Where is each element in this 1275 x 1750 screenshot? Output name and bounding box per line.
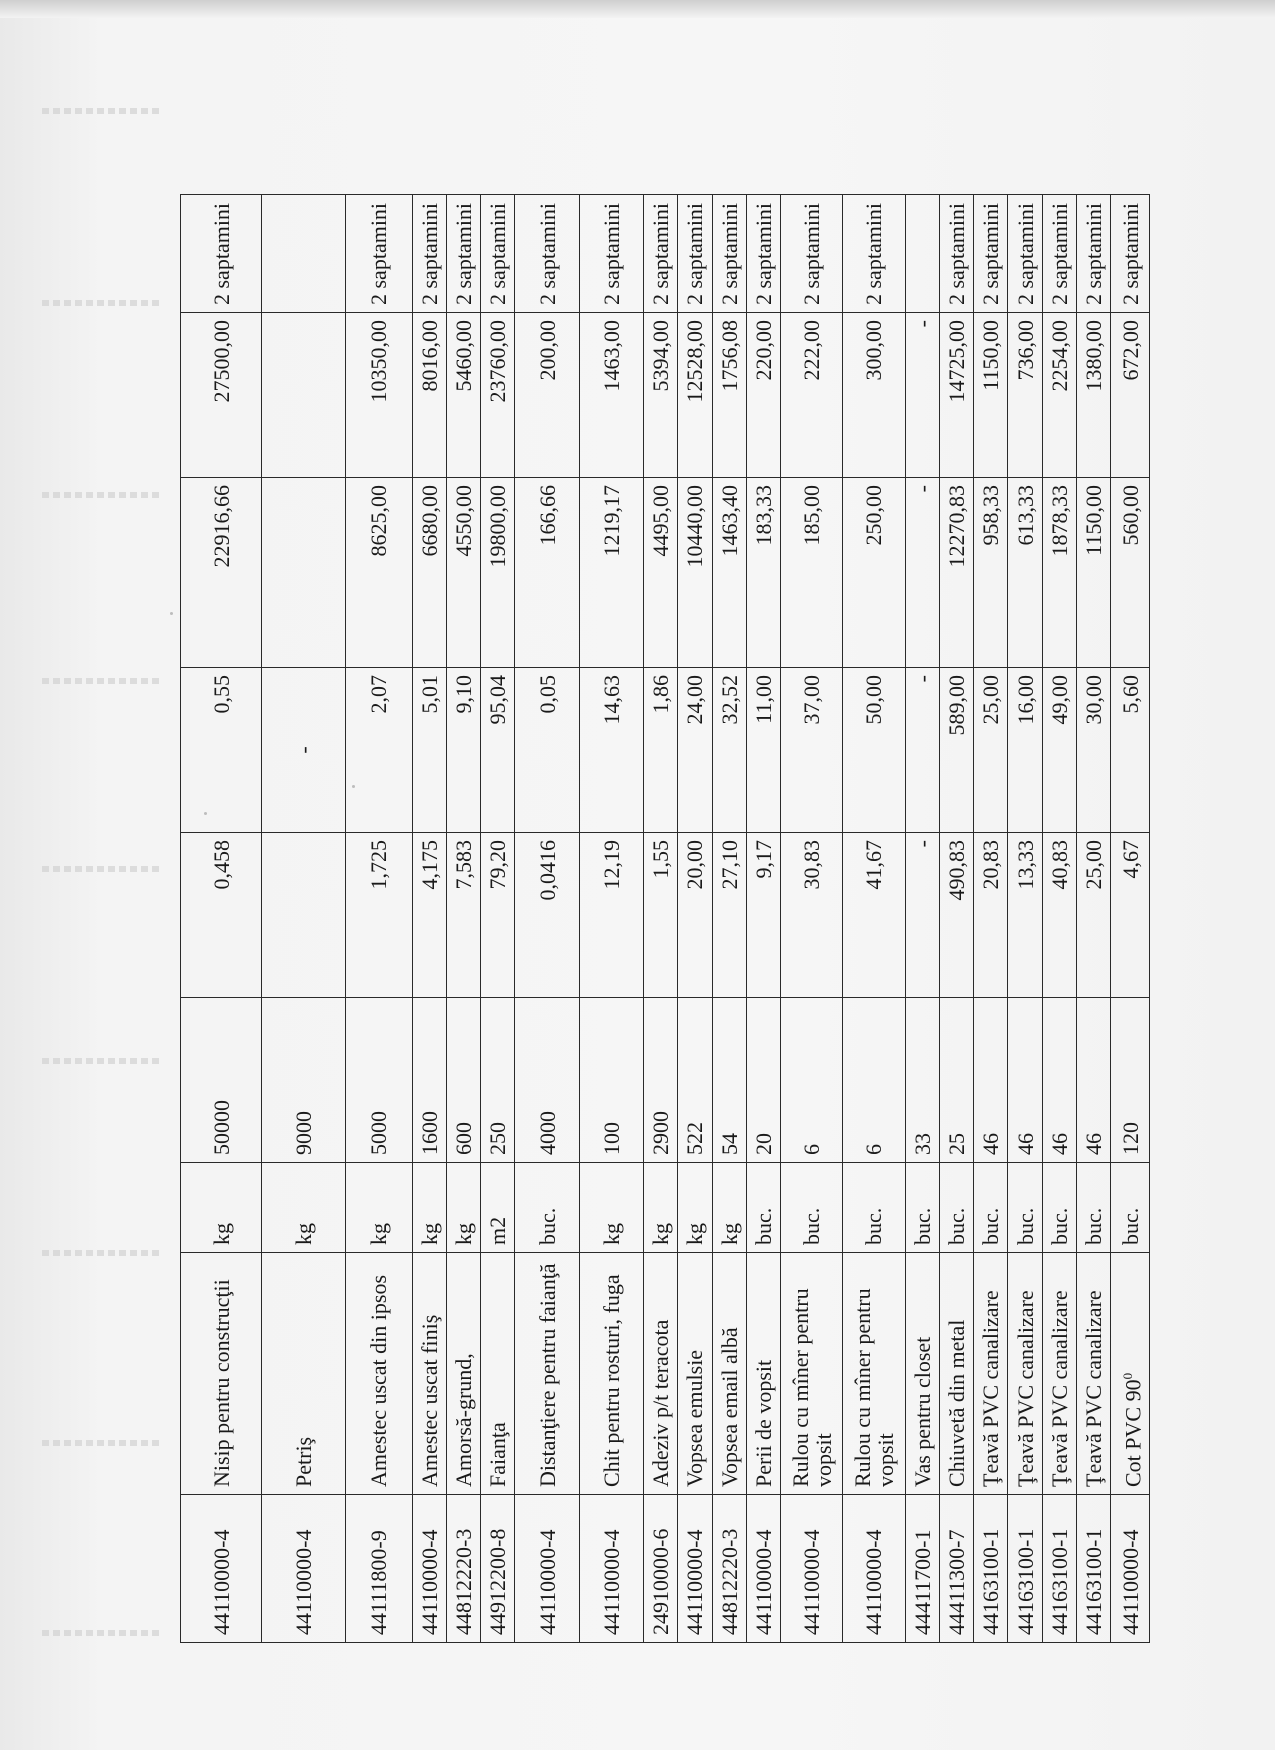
total-vat-cell: 220,00 <box>746 313 780 478</box>
quantity-cell: 120 <box>1111 998 1150 1163</box>
cpv-code-cell: 44411300-7 <box>939 1495 973 1643</box>
table-row <box>781 195 843 1643</box>
quantity-cell: 46 <box>1042 998 1076 1163</box>
total-cell: 1219,17 <box>579 478 643 668</box>
rotated-table-wrapper <box>180 195 1150 1643</box>
item-name-cell: Amorsă-grund, <box>446 1253 480 1495</box>
item-name-cell: Rulou cu mîner pentru vopsit <box>781 1253 843 1495</box>
cpv-code-cell: 44163100-1 <box>1008 1495 1042 1643</box>
unit-price-vat-cell: 16,00 <box>1008 668 1042 833</box>
quantity-cell: 50000 <box>181 998 262 1163</box>
unit-cell: kg <box>712 1163 746 1253</box>
cpv-code-cell: 44110000-4 <box>781 1495 843 1643</box>
total-cell: 12270,83 <box>939 478 973 668</box>
total-cell: 958,33 <box>974 478 1008 668</box>
cpv-code-cell: 44163100-1 <box>974 1495 1008 1643</box>
unit-cell: kg <box>346 1163 412 1253</box>
table-row <box>644 195 678 1643</box>
table-row <box>481 195 515 1643</box>
cpv-code-cell: 44110000-4 <box>515 1495 579 1643</box>
total-cell: 22916,66 <box>181 478 262 668</box>
quantity-cell: 100 <box>579 998 643 1163</box>
unit-cell: kg <box>579 1163 643 1253</box>
total-vat-cell: 27500,00 <box>181 313 262 478</box>
scan-speck <box>170 612 173 615</box>
item-name-cell: Rulou cu mîner pentru vopsit <box>843 1253 905 1495</box>
scan-margin-mark <box>42 1250 162 1256</box>
delivery-term-cell: 2 saptamini <box>678 195 712 313</box>
total-vat-cell: 12528,00 <box>678 313 712 478</box>
delivery-term-cell: 2 saptamini <box>746 195 780 313</box>
unit-price-cell: 12,19 <box>579 833 643 998</box>
total-vat-cell: 222,00 <box>781 313 843 478</box>
delivery-term-cell: 2 saptamini <box>1042 195 1076 313</box>
unit-cell: kg <box>644 1163 678 1253</box>
total-vat-cell: 5394,00 <box>644 313 678 478</box>
unit-price-cell: 79,20 <box>481 833 515 998</box>
item-name-cell: Nisip pentru construcţii <box>181 1253 262 1495</box>
unit-price-cell: 0,0416 <box>515 833 579 998</box>
total-cell: 6680,00 <box>412 478 446 668</box>
total-cell: 1150,00 <box>1077 478 1111 668</box>
unit-price-vat-cell: 30,00 <box>1077 668 1111 833</box>
total-vat-cell: 1463,00 <box>579 313 643 478</box>
unit-price-vat-cell: 49,00 <box>1042 668 1076 833</box>
item-name-cell: Faianţa <box>481 1253 515 1495</box>
item-name-cell: Ţeavă PVC canalizare <box>974 1253 1008 1495</box>
cpv-code-cell: 44110000-4 <box>181 1495 262 1643</box>
unit-price-cell: 7,583 <box>446 833 480 998</box>
scan-margin-mark <box>42 1630 162 1636</box>
total-cell: 1878,33 <box>1042 478 1076 668</box>
cpv-code-cell: 44110000-4 <box>678 1495 712 1643</box>
total-vat-cell: 1756,08 <box>712 313 746 478</box>
total-vat-cell: - <box>905 313 939 478</box>
scan-margin-mark <box>42 492 162 498</box>
quantity-cell: 6 <box>781 998 843 1163</box>
table-row <box>515 195 579 1643</box>
table-row <box>262 195 346 1643</box>
superscript: 0 <box>1119 1372 1135 1380</box>
delivery-term-cell: 2 saptamini <box>1077 195 1111 313</box>
scan-margin-mark <box>42 678 162 684</box>
delivery-term-cell: 2 saptamini <box>781 195 843 313</box>
item-name-cell: Amestec uscat finiş <box>412 1253 446 1495</box>
delivery-term-cell: 2 saptamini <box>481 195 515 313</box>
cpv-code-cell: 44111800-9 <box>346 1495 412 1643</box>
unit-cell: buc. <box>905 1163 939 1253</box>
delivery-term-cell: 2 saptamini <box>1008 195 1042 313</box>
delivery-term-cell <box>905 195 939 313</box>
unit-price-vat-cell: 5,60 <box>1111 668 1150 833</box>
table-row <box>746 195 780 1643</box>
table-row <box>446 195 480 1643</box>
total-cell: 560,00 <box>1111 478 1150 668</box>
total-cell: 1463,40 <box>712 478 746 668</box>
total-cell: 250,00 <box>843 478 905 668</box>
cpv-code-cell: 44812220-3 <box>446 1495 480 1643</box>
unit-price-cell: 20,83 <box>974 833 1008 998</box>
table-row <box>412 195 446 1643</box>
unit-price-vat-cell: 32,52 <box>712 668 746 833</box>
unit-price-vat-cell: - <box>262 668 346 833</box>
total-cell: 166,66 <box>515 478 579 668</box>
unit-price-cell <box>262 833 346 998</box>
table-row <box>346 195 412 1643</box>
table-row <box>181 195 262 1643</box>
item-name-cell: Vopsea emulsie <box>678 1253 712 1495</box>
item-name-cell: Distanţiere pentru faianţă <box>515 1253 579 1495</box>
scan-margin-mark <box>42 300 162 306</box>
unit-price-vat-cell: 95,04 <box>481 668 515 833</box>
item-name-cell: Chit pentru rosturi, fuga <box>579 1253 643 1495</box>
unit-price-cell: 4,67 <box>1111 833 1150 998</box>
delivery-term-cell: 2 saptamini <box>181 195 262 313</box>
total-cell: 10440,00 <box>678 478 712 668</box>
item-name-cell: Petriş <box>262 1253 346 1495</box>
unit-cell: buc. <box>1077 1163 1111 1253</box>
delivery-term-cell: 2 saptamini <box>446 195 480 313</box>
scan-margin-mark <box>42 866 162 872</box>
delivery-term-cell: 2 saptamini <box>515 195 579 313</box>
unit-price-cell: 490,83 <box>939 833 973 998</box>
table-row <box>678 195 712 1643</box>
unit-price-cell: 41,67 <box>843 833 905 998</box>
total-vat-cell: 14725,00 <box>939 313 973 478</box>
unit-price-cell: 1,725 <box>346 833 412 998</box>
quantity-cell: 600 <box>446 998 480 1163</box>
total-vat-cell: 2254,00 <box>1042 313 1076 478</box>
delivery-term-cell: 2 saptamini <box>939 195 973 313</box>
unit-cell: buc. <box>843 1163 905 1253</box>
unit-price-vat-cell: 1,86 <box>644 668 678 833</box>
quantity-cell: 20 <box>746 998 780 1163</box>
table-row <box>974 195 1008 1643</box>
item-name-cell: Adeziv p/t teracota <box>644 1253 678 1495</box>
total-vat-cell: 300,00 <box>843 313 905 478</box>
unit-price-cell: 30,83 <box>781 833 843 998</box>
cpv-code-cell: 44110000-4 <box>412 1495 446 1643</box>
total-vat-cell: 200,00 <box>515 313 579 478</box>
quantity-cell: 5000 <box>346 998 412 1163</box>
total-vat-cell: 10350,00 <box>346 313 412 478</box>
quantity-cell: 522 <box>678 998 712 1163</box>
unit-price-vat-cell: 2,07 <box>346 668 412 833</box>
cpv-code-cell: 44110000-4 <box>579 1495 643 1643</box>
item-name-cell: Chiuvetă din metal <box>939 1253 973 1495</box>
unit-cell: buc. <box>1111 1163 1150 1253</box>
quantity-cell: 25 <box>939 998 973 1163</box>
cpv-code-cell: 44163100-1 <box>1077 1495 1111 1643</box>
unit-price-vat-cell: 0,55 <box>181 668 262 833</box>
cpv-code-cell: 44163100-1 <box>1042 1495 1076 1643</box>
delivery-term-cell: 2 saptamini <box>644 195 678 313</box>
unit-price-cell: 4,175 <box>412 833 446 998</box>
total-cell: 4495,00 <box>644 478 678 668</box>
unit-price-cell: 20,00 <box>678 833 712 998</box>
cpv-code-cell: 44411700-1 <box>905 1495 939 1643</box>
item-name-cell: Ţeavă PVC canalizare <box>1042 1253 1076 1495</box>
unit-price-vat-cell: 24,00 <box>678 668 712 833</box>
unit-cell: buc. <box>515 1163 579 1253</box>
total-cell: - <box>905 478 939 668</box>
total-cell <box>262 478 346 668</box>
unit-cell: buc. <box>939 1163 973 1253</box>
unit-price-vat-cell: 0,05 <box>515 668 579 833</box>
unit-price-vat-cell: 37,00 <box>781 668 843 833</box>
total-cell: 613,33 <box>1008 478 1042 668</box>
item-name-cell: Vopsea email albă <box>712 1253 746 1495</box>
item-name-cell: Amestec uscat din ipsos <box>346 1253 412 1495</box>
total-vat-cell: 8016,00 <box>412 313 446 478</box>
unit-price-vat-cell: 5,01 <box>412 668 446 833</box>
table-row <box>1042 195 1076 1643</box>
item-name-cell: Perii de vopsit <box>746 1253 780 1495</box>
delivery-term-cell: 2 saptamini <box>843 195 905 313</box>
quantity-cell: 46 <box>1008 998 1042 1163</box>
materials-price-table <box>180 194 1150 1643</box>
unit-price-vat-cell: 14,63 <box>579 668 643 833</box>
unit-price-cell: - <box>905 833 939 998</box>
table-row <box>939 195 973 1643</box>
total-vat-cell: 5460,00 <box>446 313 480 478</box>
cpv-code-cell: 24910000-6 <box>644 1495 678 1643</box>
item-name-cell: Ţeavă PVC canalizare <box>1008 1253 1042 1495</box>
scan-margin-mark <box>42 1058 162 1064</box>
unit-cell: kg <box>412 1163 446 1253</box>
unit-price-vat-cell: - <box>905 668 939 833</box>
total-vat-cell: 1380,00 <box>1077 313 1111 478</box>
unit-price-vat-cell: 9,10 <box>446 668 480 833</box>
table-body <box>181 195 1150 1643</box>
delivery-term-cell <box>262 195 346 313</box>
unit-price-cell: 25,00 <box>1077 833 1111 998</box>
cpv-code-cell: 44812220-3 <box>712 1495 746 1643</box>
total-cell: 185,00 <box>781 478 843 668</box>
unit-price-vat-cell: 25,00 <box>974 668 1008 833</box>
total-vat-cell: 23760,00 <box>481 313 515 478</box>
delivery-term-cell: 2 saptamini <box>974 195 1008 313</box>
unit-cell: kg <box>446 1163 480 1253</box>
delivery-term-cell: 2 saptamini <box>579 195 643 313</box>
unit-price-cell: 27,10 <box>712 833 746 998</box>
unit-price-vat-cell: 50,00 <box>843 668 905 833</box>
table-row <box>843 195 905 1643</box>
table-row <box>1008 195 1042 1643</box>
unit-cell: buc. <box>781 1163 843 1253</box>
scan-top-edge <box>0 0 1275 18</box>
unit-cell: buc. <box>1008 1163 1042 1253</box>
total-vat-cell: 672,00 <box>1111 313 1150 478</box>
item-name-cell: Ţeavă PVC canalizare <box>1077 1253 1111 1495</box>
scan-margin-mark <box>42 108 162 114</box>
unit-price-cell: 40,83 <box>1042 833 1076 998</box>
cpv-code-cell: 44110000-4 <box>1111 1495 1150 1643</box>
cpv-code-cell: 44110000-4 <box>843 1495 905 1643</box>
total-vat-cell: 1150,00 <box>974 313 1008 478</box>
quantity-cell: 54 <box>712 998 746 1163</box>
total-cell: 8625,00 <box>346 478 412 668</box>
unit-price-cell: 13,33 <box>1008 833 1042 998</box>
cpv-code-cell: 44912200-8 <box>481 1495 515 1643</box>
table-row <box>712 195 746 1643</box>
total-cell: 19800,00 <box>481 478 515 668</box>
quantity-cell: 9000 <box>262 998 346 1163</box>
table-row <box>905 195 939 1643</box>
delivery-term-cell: 2 saptamini <box>346 195 412 313</box>
quantity-cell: 46 <box>1077 998 1111 1163</box>
unit-price-cell: 0,458 <box>181 833 262 998</box>
total-cell: 183,33 <box>746 478 780 668</box>
quantity-cell: 2900 <box>644 998 678 1163</box>
cpv-code-cell: 44110000-4 <box>262 1495 346 1643</box>
unit-cell: buc. <box>974 1163 1008 1253</box>
quantity-cell: 46 <box>974 998 1008 1163</box>
total-vat-cell <box>262 313 346 478</box>
table-row <box>1077 195 1111 1643</box>
unit-price-cell: 9,17 <box>746 833 780 998</box>
unit-cell: buc. <box>746 1163 780 1253</box>
item-name-cell: Vas pentru closet <box>905 1253 939 1495</box>
quantity-cell: 4000 <box>515 998 579 1163</box>
quantity-cell: 1600 <box>412 998 446 1163</box>
total-cell: 4550,00 <box>446 478 480 668</box>
unit-cell: kg <box>181 1163 262 1253</box>
delivery-term-cell: 2 saptamini <box>1111 195 1150 313</box>
total-vat-cell: 736,00 <box>1008 313 1042 478</box>
unit-price-vat-cell: 589,00 <box>939 668 973 833</box>
unit-cell: kg <box>262 1163 346 1253</box>
unit-price-cell: 1,55 <box>644 833 678 998</box>
quantity-cell: 33 <box>905 998 939 1163</box>
delivery-term-cell: 2 saptamini <box>712 195 746 313</box>
scan-margin-mark <box>42 1440 162 1446</box>
table-row <box>1111 195 1150 1643</box>
cpv-code-cell: 44110000-4 <box>746 1495 780 1643</box>
unit-cell: buc. <box>1042 1163 1076 1253</box>
delivery-term-cell: 2 saptamini <box>412 195 446 313</box>
table-row <box>579 195 643 1643</box>
unit-price-vat-cell: 11,00 <box>746 668 780 833</box>
unit-cell: m2 <box>481 1163 515 1253</box>
item-name-cell: Cot PVC $90^0$ <box>1111 1253 1150 1495</box>
quantity-cell: 250 <box>481 998 515 1163</box>
unit-cell: kg <box>678 1163 712 1253</box>
quantity-cell: 6 <box>843 998 905 1163</box>
